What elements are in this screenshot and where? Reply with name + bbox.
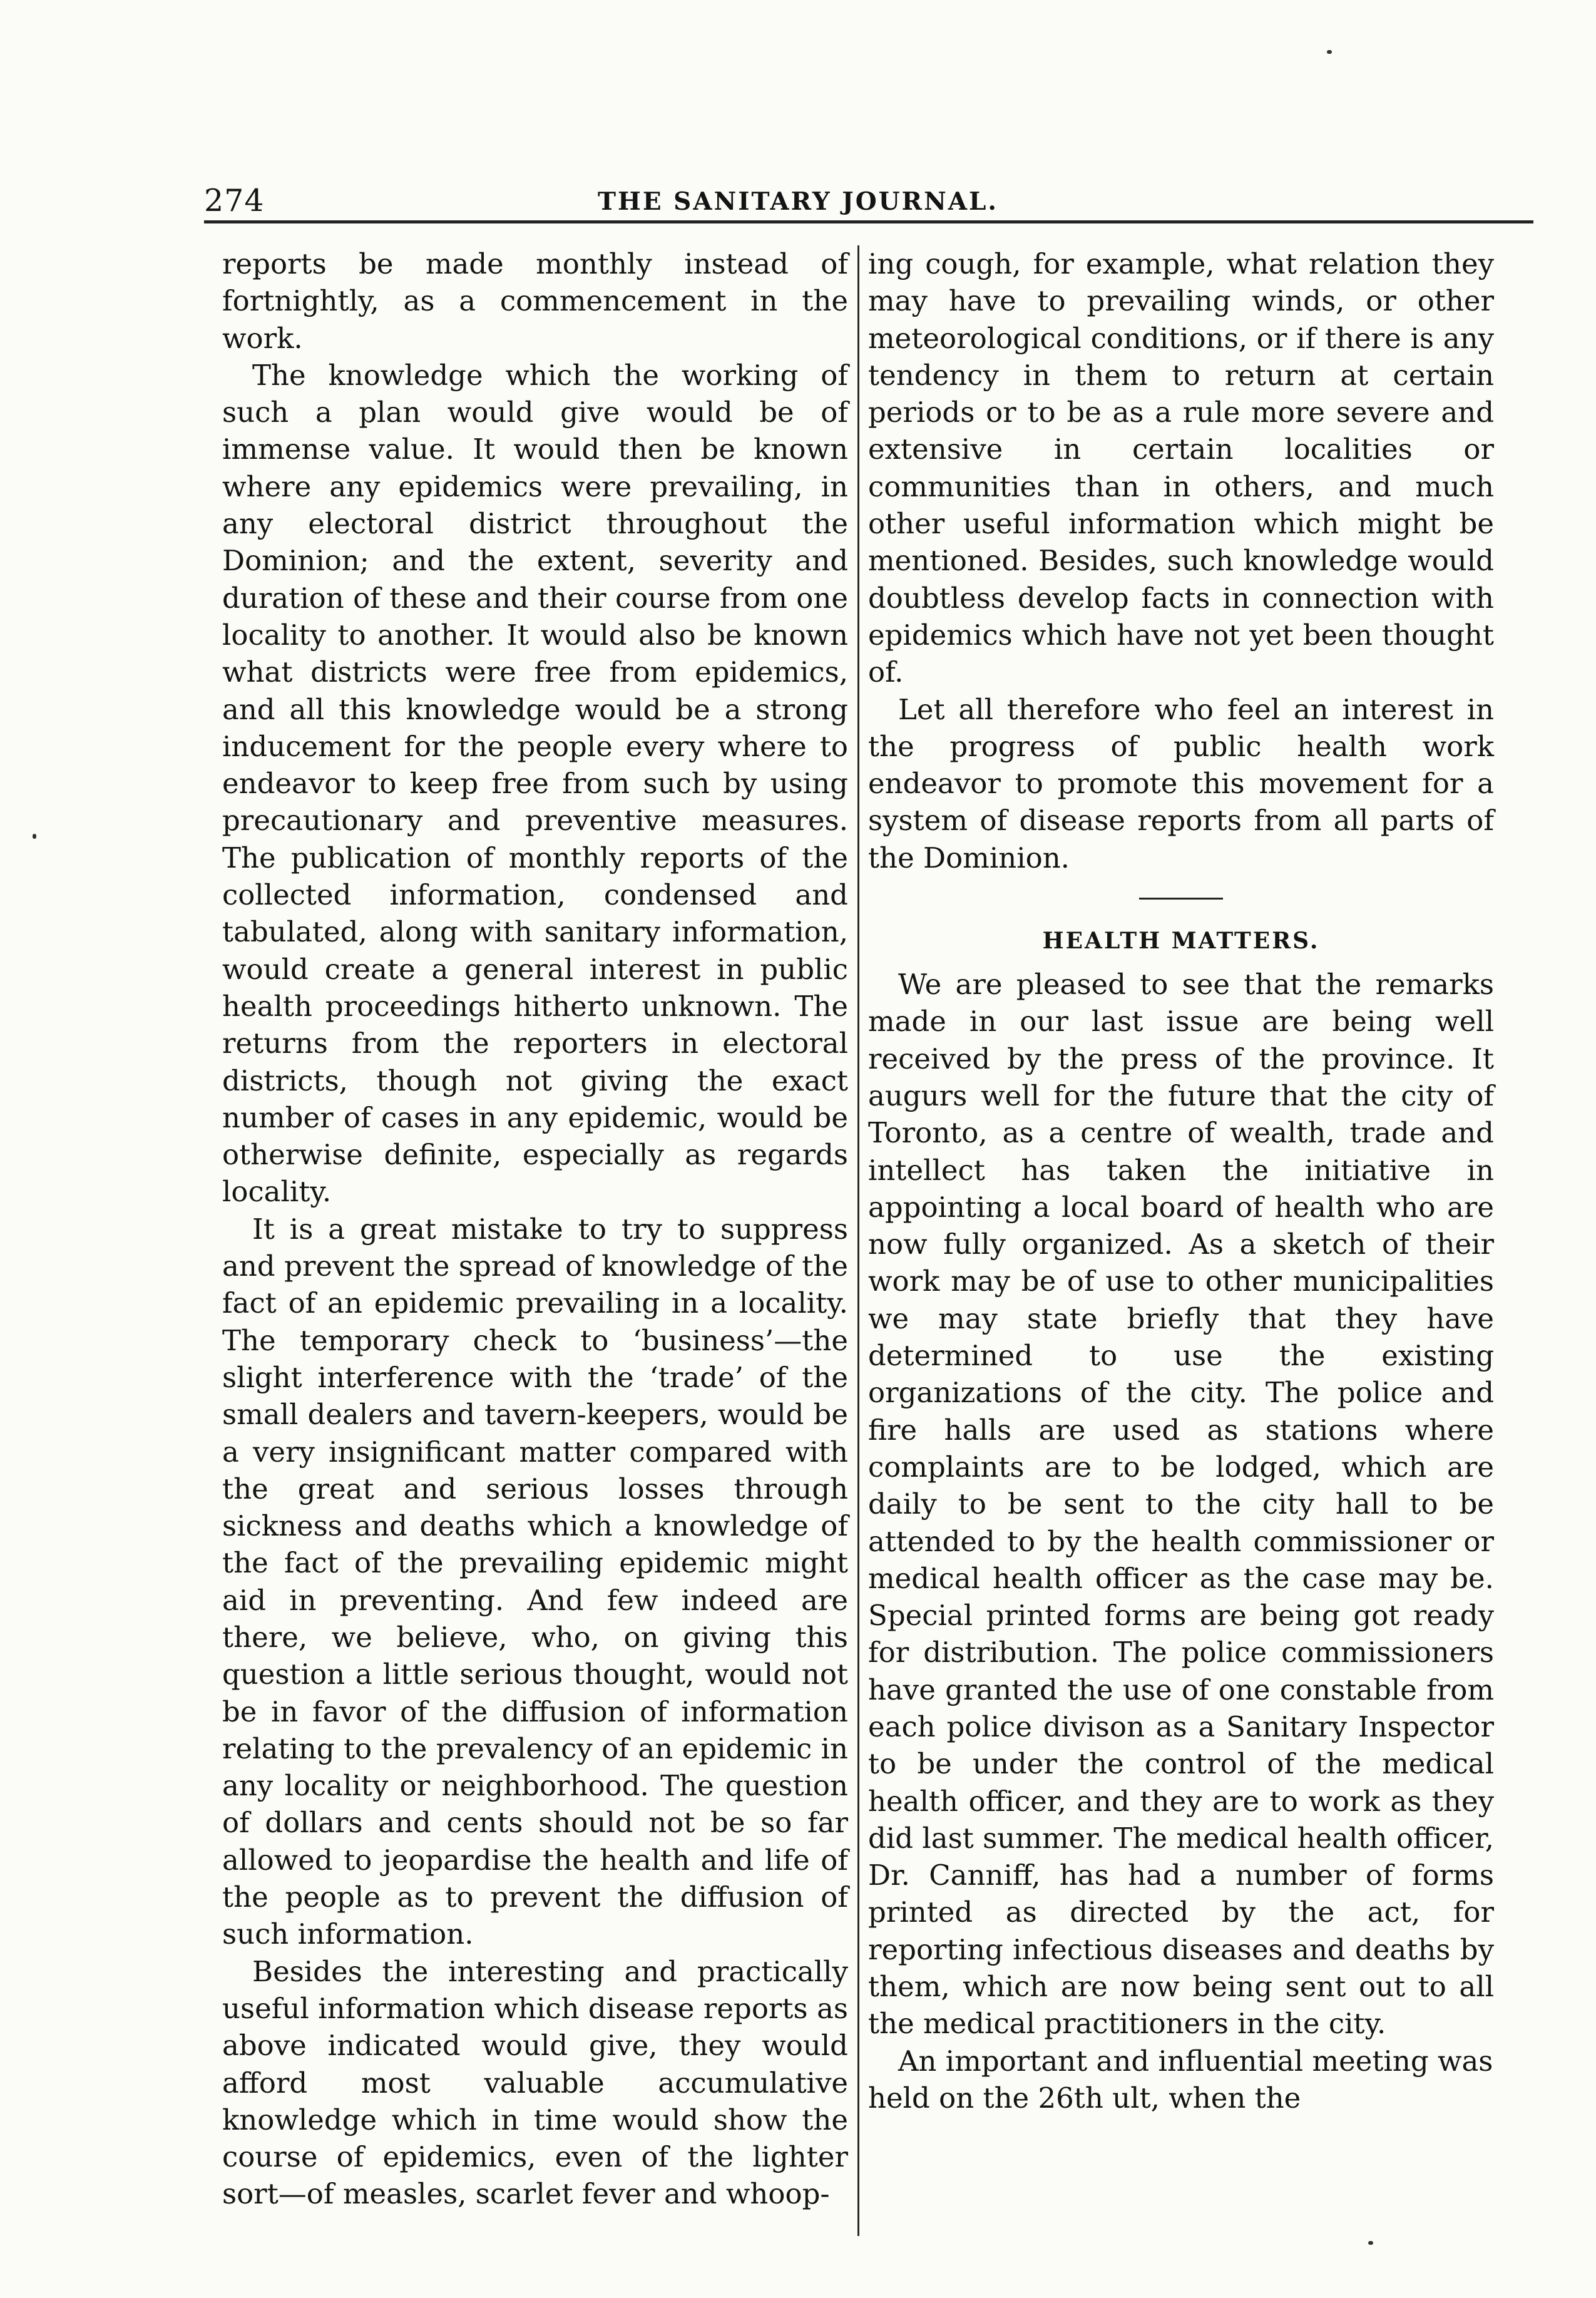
right-paragraph-3: We are pleased to see that the remarks made in our last issue are being well received by the press of the province. It augurs well for the future that the city of Toronto, as a centre of wealth, trade and intellect has taken the initiative in appointing a local board of health who are now fully organized. As a sketch of their work may be of use to other municipalities we may state briefly that they have determined to use the existing organizations of the city. The police and fire halls are used as stations where complaints are to be lodged, which are daily to be sent to the city hall to be attended to by the health commissioner or medical health officer as the case may be. Special printed forms are being got ready for distribution. The police commissioners have granted the use of one constable from each police divison as a Sanitary Inspector to be under the control of the medical health officer, and they are to work as they did last summer. The medical health officer, Dr. Canniff, has had a number of forms printed as directed by the act, for reporting infectious diseases and deaths by them, which are now being sent out to all the medical practitioners in the city.	[868, 968, 1494, 2041]
left-paragraph-1: reports be made monthly instead of fortnightly, as a commencement in the work.	[222, 247, 848, 355]
left-paragraph-2: The knowledge which the working of such a plan would give would be of immense value. It would then be known where any epidemics were prevailing, in any electoral district throughout the Dominion; and the extent, severity and duration of these and their course from one locality to another. It would also be known what districts were free from epidemics, and all this knowledge would be a strong inducement for the people every where to endeavor to keep free from such by using precautionary and preventive measures. The publication of monthly reports of the collected information, condensed and tabulated, along with sanitary information, would create a general interest in public health proceedings hitherto unknown. The returns from the reporters in electoral districts, though not giving the exact number of cases in any epidemic, would be otherwise definite, especially as regards locality.	[222, 358, 848, 1209]
section-rule	[1139, 898, 1223, 900]
left-paragraph-4: Besides the interesting and practically useful information which disease reports as above indicated would give, they would afford most valuable accumulative knowledge which in time would show the course of epidemics, even of the lighter sort—of measles, scarlet fever and whoop-	[222, 1954, 848, 2211]
header-rule	[204, 220, 1533, 223]
right-paragraph-2: Let all therefore who feel an interest in the progress of public health work endeavor to promote this movement for a system of disease reports from all parts of the Dominion.	[868, 692, 1494, 875]
right-paragraph-1: ing cough, for example, what relation they may have to prevailing winds, or other meteorological conditions, or if there is any tendency in them to return at certain periods or to be as a rule more severe and extensive in certain localities or communities than in others, and much other useful information which might be mentioned. Besides, such knowledge would doubtless develop facts in connection with epidemics which have not yet been thought of.	[868, 247, 1494, 689]
section-heading: HEALTH MATTERS.	[1042, 928, 1320, 955]
right-paragraph-4: An important and influential meeting was held on the 26th ult, when the	[868, 2044, 1493, 2115]
left-paragraph-3: It is a great mistake to try to suppress and prevent the spread of knowledge of the fact of an epidemic prevailing in a locality. The temporary check to ‘business’—the slight interference with the ‘trade’ of the small dealers and tavern-keepers, would be a very insignificant matter compared with the great and serious losses through sickness and deaths which a knowledge of the fact of the prevailing epidemic might aid in preventing. And few indeed are there, we believe, who, on giving this question a little serious thought, would not be in favor of the diffusion of information relating to the prevalency of an epidemic in any locality or neighborhood. The question of dollars and cents should not be so far allowed to jeopardise the health and life of the people as to prevent the diffusion of such information.	[222, 1212, 848, 1951]
page-number: 274	[204, 183, 265, 218]
right-column	[868, 245, 1494, 2116]
stray-mark-left	[33, 834, 36, 839]
column-rule	[857, 245, 859, 2236]
stray-mark-top	[1327, 50, 1332, 54]
stray-mark-bottom	[1368, 2241, 1373, 2245]
running-header: THE SANITARY JOURNAL.	[597, 187, 999, 216]
left-column	[222, 245, 848, 2213]
